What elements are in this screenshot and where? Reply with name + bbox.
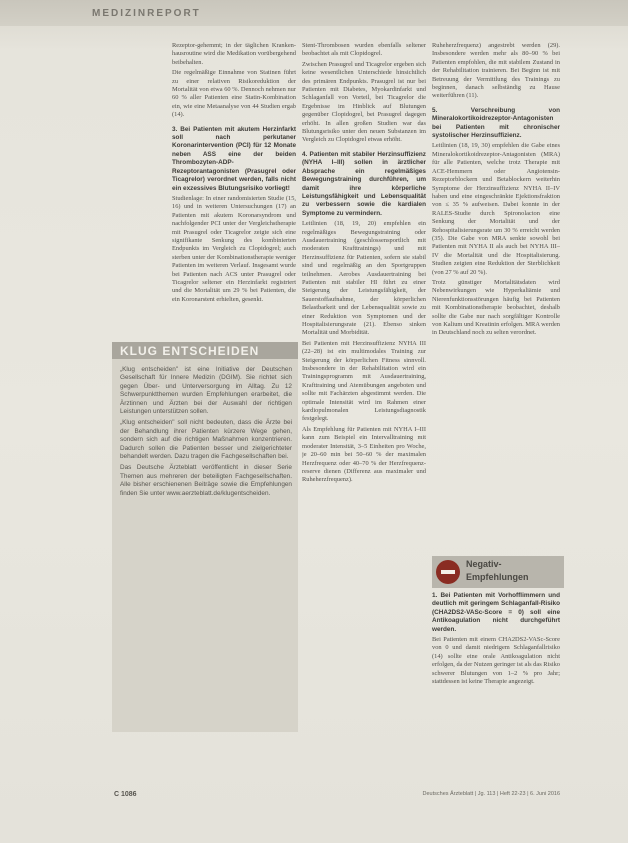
paragraph: Als Empfehlung für Patienten mit NYHA I–III kann zum Beispiel ein Intervalltraining mit moderater Intensität, 3–5 Einheiten pro Woche, je 20–60 min bei 50–60 % der maximalen Herzfrequenz oder 40–70 % der Herzfrequenzreserve dienen (Differenz aus maximaler und Ruheherzfrequenz). [302, 425, 426, 484]
box-body [120, 366, 292, 728]
box-header [112, 342, 298, 359]
box-paragraph: „Klug entscheiden" soll nicht bedeuten, dass die Ärzte bei der Behandlung ihrer Patienten kürzere Wege gehen, sondern sich auf die richtigen Maßnahmen konzentrieren. Dadurch sollen die Patienten besser und zielgerichteter behandelt werden. Dazu tragen die Fachgesellschaften bei. [120, 419, 292, 461]
klug-entscheiden-box [112, 342, 298, 732]
recommendation-heading: 5. Verschreibung von Mineralokortikoidrezeptor-Antagonisten bei Patienten mit chronischer systolischer Herzinsuffizienz. [432, 106, 560, 140]
paragraph: Bei Patienten mit Herzinsuffizienz NYHA III (22–28) ist ein multimodales Training zur Steigerung der körperlichen Fitness sinnvoll. Insbesondere in der Rehabilitation wird ein Trainingsprogramm mit Ausdauertraining, Krafttraining und Atemübungen angeboten und sollte mit Fachärzten abgestimmt werden. Die optimale Intensität wird im Rahmen einer kardiopulmonalen Leistungsdiagnostik festgelegt. [302, 339, 426, 423]
negative-recommendations-banner [432, 556, 564, 588]
article-column-3 [432, 42, 560, 550]
paragraph: Die regelmäßige Einnahme von Statinen führt zu einer relativen Risikoreduktion der Mortalität von etwa 60 %. Dennoch nehmen nur 60 % aller Patienten eine Statin-Kombination ein, wie eine Metaanalyse von 44 Studien ergab (14). [172, 69, 296, 119]
paragraph: Zwischen Prasugrel und Ticagrelor ergeben sich keine wesentlichen Unterschiede hinsichtlich des primären Endpunkts. Prasugrel ist nur bei Patienten mit Diabetes, Myokardinfarkt und Schlaganfall von Vorteil, bei Ticagrelor die Ergebnisse im Hinblick auf Blutungen gegenüber Clopidogrel, bei Prasugrel dagegen erhöht. In allen großen Studien war das Blutungsrisiko unter den neuen Substanzen im Vergleich zu Clopidogrel etwas erhöht. [302, 60, 426, 144]
paragraph: Studienlage: In einer randomisierten Studie (15, 16) und in weiteren Untersuchungen (17) an Patienten mit akutem Koronarsyndrom und nachfolgender PCI unter der Vergleichstherapie mit Prasugrel oder Ticagrelor zeigte sich eine signifikante Senkung des kombinierten Endpunkts im Vergleich zu Clopidogrel; auch sterben unter der Kombinationstherapie weniger Patienten im weiteren Verlauf. Insgesamt wurde bei Patienten nach ACS unter Prasugrel oder Ticagrelor seltener ein Herzinfarkt registriert und die Mortalität um 29 % bei Patienten, die ein Koronarstent erhielten, gesenkt. [172, 194, 296, 303]
page-number: C 1086 [114, 791, 137, 798]
recommendation-heading: 4. Patienten mit stabiler Herzinsuffizienz (NYHA I–III) sollen in ärztlicher Absprache ein regelmäßiges Bewegungstraining durchführen, um damit ihre körperliche Leistungsfähigkeit und Lebensqualität zu verbessern sowie die kardialen Symptome zu vermindern. [302, 150, 426, 217]
article-column-2 [302, 42, 426, 777]
recommendation-heading: 3. Bei Patienten mit akutem Herzinfarkt soll nach perkutaner Koronarintervention (PCI) für 12 Monate neben ASS eine der beiden Thrombozyten-ADP-Rezeptorantagonisten (Prasugrel oder Ticagrelor) verordnet werden, falls nicht ein exzessives Blutungsrisiko vorliegt! [172, 125, 296, 192]
journal-citation: Deutsches Ärzteblatt | Jg. 113 | Heft 22-23 | 6. Juni 2016 [422, 791, 560, 797]
paragraph: Stent-Thrombosen wurden ebenfalls seltener beobachtet als mit Clopidogrel. [302, 42, 426, 58]
paragraph: Ruheherzfrequenz) angestrebt werden (29). Insbesondere werden mehr als 80–90 % bei Patienten empfohlen, die mit stabilem Zustand in der Rehabilitation trainieren. Bei Beginn ist mit Betreuung der Vermittlung des Trainings zu beginnen, danach selbständig zu Hause weiterführen (11). [432, 42, 560, 100]
paragraph: Rezeptor-gehemmt; in der täglichen Krankenhausroutine wird die Medikation vorübergehend beibehalten. [172, 42, 296, 66]
box-paragraph: „Klug entscheiden" ist eine Initiative der Deutschen Gesellschaft für Innere Medizin (DGIM). Sie richtet sich gegen Über- und Unterversorgung im Alltag. Zu 12 Schwerpunktthemen wurden Empfehlungen erarbeitet, die Ärztinnen und Ärzten bei der Auswahl der richtigen Leistungen unterstützen sollen. [120, 366, 292, 416]
paragraph: Trotz günstiger Mortalitätsdaten wird Nebenwirkungen wie Hyperkaliämie und Nierenfunktionsstörungen häufig bei Patienten mit Kombinationstherapie beobachtet, deshalb sollte die Gabe nur nach sorgfältiger Kontrolle von Kalium und Kreatinin erfolgen. MRA werden in Deutschland noch zu selten verordnet. [432, 278, 560, 337]
no-entry-icon [436, 560, 460, 584]
paragraph: Leitlinien (18, 19, 30) empfehlen die Gabe eines Mineralokortikoidrezeptor-Antagonisten (MRA) für alle Patienten, welche trotz Therapie mit ACE-Hemmern oder Angiotensin-Rezeptorblockern und Betablockern weiterhin Symptome der Herzinsuffizienz NYHA II–IV haben und eine eingeschränkte Ejektionsfraktion von ≤ 35 % aufweisen. Dabei konnte in der RALES-Studie durch Spironolacton eine Senkung der Mortalität und der Rehospitalisierungsrate um 30 % erreicht werden (35). Die Gabe von MRA senkte sowohl bei Patienten mit NYHA II als auch bei NYHA III–IV die Mortalität und die Hospitalisierung. Studien zeigten eine Reduktion der Sterblichkeit (von 27 % auf 20 %). [432, 142, 560, 276]
paragraph: Leitlinien (18, 19, 20) empfehlen ein regelmäßiges Bewegungstraining oder Ausdauertraining (geschlossensportlich mit moderaten Krafttrainings) und mit Herzinsuffizienz für Patienten, sofern sie stabil sind und regelmäßig an den Sportgruppen teilnehmen. Aerobes Ausdauertraining bei Patienten mit stabiler HI führt zu einer Steigerung der Leistungsfähigkeit, der Sauerstoffaufnahme, der körperlichen Belastbarkeit und der Lebensqualität sowie zu einer Reduktion von Symptomen und der Hospitalisierungsrate (21). Ebenso sinken Mortalität und Morbidität. [302, 220, 426, 337]
recommendation-heading: 1. Bei Patienten mit Vorhofflimmern und deutlich mit geringem Schlaganfall-Risiko (CHA2DS2-VASc-Score = 0) soll eine Antikoagulation nicht durchgeführt werden. [432, 592, 560, 633]
negative-recommendations-label: Negativ-Empfehlungen [466, 559, 529, 582]
paragraph: Bei Patienten mit einem CHA2DS2-VASc-Score von 0 und damit niedrigem Schlaganfallrisiko (14) sollte eine orale Antikoagulation nicht erfolgen, da der Nutzen geringer ist als das Risiko schwerer Blutungen von 1–2 % pro Jahr; stattdessen ist keine Therapie angezeigt. [432, 636, 560, 686]
article-column-1 [172, 42, 296, 342]
section-label: MEDIZINREPORT [92, 8, 201, 19]
box-title: KLUG ENTSCHEIDEN [120, 344, 260, 358]
box-paragraph: Das Deutsche Ärzteblatt veröffentlicht in dieser Serie Themen aus mehreren der beteiligten Fachgesellschaften. Alle bisher erschienenen Beiträge sowie die Empfehlungen finden Sie unter www.aerzteblatt.de/klugentscheiden. [120, 464, 292, 497]
negative-recommendations-column [432, 592, 560, 770]
